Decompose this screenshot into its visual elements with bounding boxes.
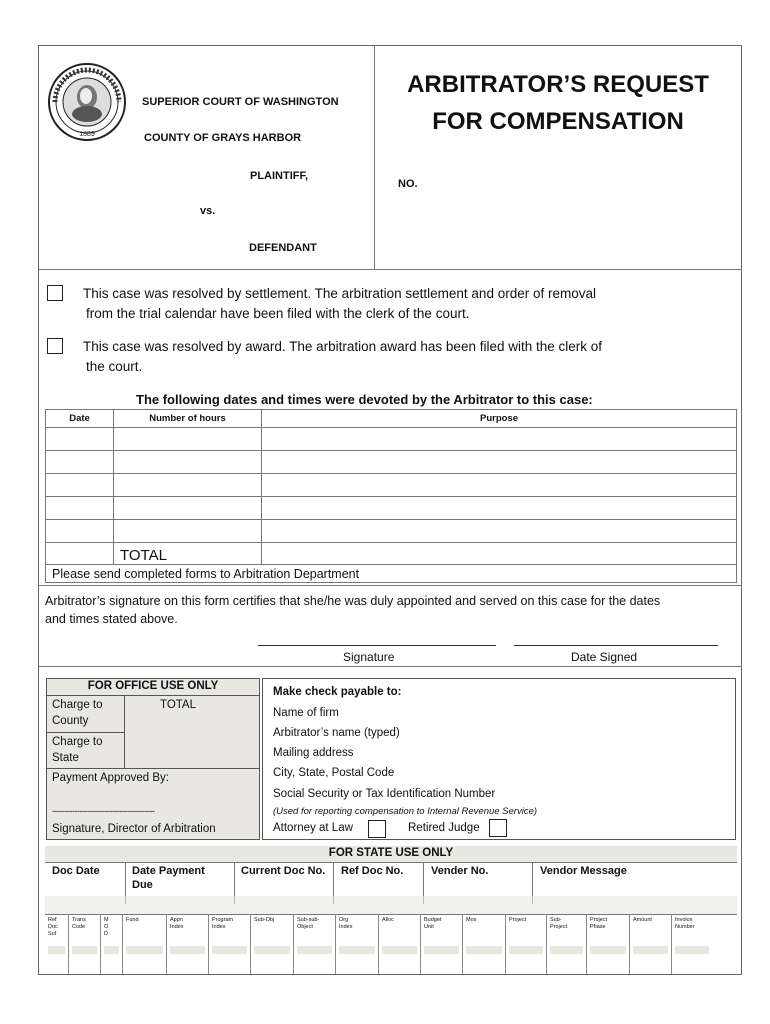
- purpose-cell[interactable]: [262, 428, 737, 451]
- charge-county-label-2: County: [52, 715, 89, 727]
- accounting-column-label: Amount: [633, 917, 652, 923]
- date-cell[interactable]: [46, 497, 114, 520]
- table-row: [46, 520, 737, 543]
- ssn-field[interactable]: Social Security or Tax Identification Number: [273, 788, 496, 800]
- accounting-column: [123, 914, 167, 974]
- payment-approved-label: Payment Approved By:: [52, 772, 169, 784]
- col-date: Date: [46, 410, 114, 428]
- accounting-column: [421, 914, 463, 974]
- hours-cell[interactable]: [114, 474, 262, 497]
- defendant-label: DEFENDANT: [249, 242, 317, 254]
- accounting-entry-field[interactable]: [297, 946, 332, 954]
- accounting-column-label: Project: [509, 917, 527, 923]
- accounting-column-label: Fund: [126, 917, 139, 923]
- accounting-entry-field[interactable]: [424, 946, 459, 954]
- table-row: [46, 428, 737, 451]
- city-state-field[interactable]: City, State, Postal Code: [273, 767, 395, 779]
- state-seal-icon: [47, 62, 127, 142]
- section-rule: [38, 585, 742, 586]
- award-text-line2: the court.: [86, 359, 143, 374]
- charge-state-label-2: State: [52, 752, 79, 764]
- date-cell[interactable]: [46, 428, 114, 451]
- county-name: COUNTY OF GRAYS HARBOR: [144, 132, 302, 144]
- ref-doc-label: Ref Doc No.: [341, 865, 404, 877]
- accounting-entry-field[interactable]: [509, 946, 543, 954]
- accounting-column-label: Budget Unit: [424, 917, 442, 930]
- accounting-column: [630, 914, 672, 974]
- accounting-entry-field[interactable]: [48, 946, 65, 954]
- court-name: SUPERIOR COURT OF WASHINGTON: [142, 96, 339, 108]
- accounting-column: [547, 914, 587, 974]
- total-purpose-cell[interactable]: [262, 543, 737, 565]
- accounting-entry-field[interactable]: [254, 946, 290, 954]
- accounting-column: [101, 914, 123, 974]
- current-doc-label: Current Doc No.: [241, 865, 326, 877]
- settlement-text-line1: This case was resolved by settlement. The arbitration settlement and order of removal: [83, 286, 596, 301]
- accounting-column: [209, 914, 251, 974]
- date-cell[interactable]: [46, 474, 114, 497]
- date-signed-line[interactable]: [514, 645, 718, 646]
- accounting-entry-field[interactable]: [550, 946, 583, 954]
- accounting-column-label: Program Index: [212, 917, 234, 930]
- firm-name-field[interactable]: Name of firm: [273, 707, 339, 719]
- accounting-column-label: Invoice Number: [675, 917, 695, 930]
- time-table: [45, 409, 737, 583]
- accounting-column-label: Sub- Project: [550, 917, 568, 930]
- accounting-entry-field[interactable]: [170, 946, 205, 954]
- accounting-entry-field[interactable]: [590, 946, 626, 954]
- award-checkbox[interactable]: [47, 338, 63, 354]
- vender-no-label: Vender No.: [431, 865, 489, 877]
- state-use-section: [45, 846, 737, 974]
- settlement-text-line2: from the trial calendar have been filed with the clerk of the court.: [86, 306, 470, 321]
- settlement-checkbox[interactable]: [47, 285, 63, 301]
- office-use-heading: FOR OFFICE USE ONLY: [87, 680, 219, 692]
- send-note: Please send completed forms to Arbitration Department: [46, 565, 737, 583]
- accounting-entry-field[interactable]: [382, 946, 417, 954]
- table-row: [46, 474, 737, 497]
- arbitrator-name-field[interactable]: Arbitrator’s name (typed): [273, 727, 400, 739]
- doc-date-label: Doc Date: [52, 865, 100, 877]
- accounting-column-label: Sub-sub- Object: [297, 917, 320, 930]
- hours-cell[interactable]: [114, 451, 262, 474]
- table-row: [46, 451, 737, 474]
- form-title-line1: ARBITRATOR’S REQUEST: [407, 71, 709, 98]
- header-divider: [374, 45, 375, 269]
- total-label: TOTAL: [114, 543, 262, 565]
- hours-cell[interactable]: [114, 497, 262, 520]
- form-title-line2: FOR COMPENSATION: [432, 108, 684, 135]
- accounting-column-label: Mos: [466, 917, 477, 923]
- accounting-entry-field[interactable]: [633, 946, 668, 954]
- vendor-message-label: Vendor Message: [540, 865, 627, 877]
- award-text-line1: This case was resolved by award. The arbitration award has been filed with the clerk of: [83, 339, 603, 354]
- accounting-column: [167, 914, 209, 974]
- charge-county-label-1: Charge to: [52, 699, 103, 711]
- vs-label: vs.: [200, 205, 216, 217]
- state-use-heading: FOR STATE USE ONLY: [328, 847, 454, 859]
- date-signed-label: Date Signed: [571, 650, 638, 664]
- accounting-column-label: Sub-Obj: [254, 917, 275, 923]
- accounting-entry-field[interactable]: [126, 946, 163, 954]
- charge-state-label-1: Charge to: [52, 736, 103, 748]
- purpose-cell[interactable]: [262, 497, 737, 520]
- accounting-column: [672, 914, 713, 974]
- retired-judge-label: Retired Judge: [408, 822, 480, 834]
- signature-line[interactable]: [258, 645, 496, 646]
- attorney-label: Attorney at Law: [273, 822, 353, 834]
- hours-cell[interactable]: [114, 520, 262, 543]
- date-payment-label-1: Date Payment: [132, 865, 205, 877]
- ssn-note: (Used for reporting compensation to Internal Revenue Service): [273, 806, 538, 817]
- payable-heading: Make check payable to:: [273, 686, 402, 698]
- accounting-entry-field[interactable]: [339, 946, 375, 954]
- attorney-checkbox[interactable]: [368, 820, 386, 838]
- director-signature-label: Signature, Director of Arbitration: [52, 823, 216, 835]
- approval-signature-dashes: -----------------------------------------: [52, 806, 155, 816]
- cert-line2: and times stated above.: [45, 612, 178, 626]
- accounting-entry-field[interactable]: [212, 946, 247, 954]
- time-table-heading: The following dates and times were devoted by the Arbitrator to this case:: [136, 392, 593, 407]
- accounting-column-label: Project Phase: [590, 917, 608, 930]
- accounting-column-label: Appn Index: [170, 917, 184, 930]
- accounting-column: [251, 914, 294, 974]
- accounting-column-label: Org Index: [339, 917, 353, 930]
- section-rule: [38, 666, 742, 667]
- accounting-column-label: M O D: [104, 917, 109, 937]
- date-payment-label-2: Due: [132, 879, 153, 891]
- accounting-column: [463, 914, 506, 974]
- accounting-column: [69, 914, 101, 974]
- accounting-column-label: Ref Doc Suf: [48, 917, 58, 937]
- accounting-column: [587, 914, 630, 974]
- accounting-column: [336, 914, 379, 974]
- accounting-column: [506, 914, 547, 974]
- svg-text:1889: 1889: [79, 131, 95, 138]
- accounting-entry-field[interactable]: [104, 946, 119, 954]
- accounting-column: [45, 914, 69, 974]
- mailing-address-field[interactable]: Mailing address: [273, 747, 354, 759]
- accounting-column: [294, 914, 336, 974]
- retired-judge-checkbox[interactable]: [489, 819, 507, 837]
- col-hours: Number of hours: [114, 410, 262, 428]
- hours-cell[interactable]: [114, 428, 262, 451]
- date-cell[interactable]: [46, 451, 114, 474]
- office-total-label: TOTAL: [160, 699, 196, 711]
- accounting-entry-field[interactable]: [72, 946, 97, 954]
- table-row: [46, 497, 737, 520]
- header-bottom-rule: [38, 269, 742, 270]
- signature-label: Signature: [343, 650, 395, 664]
- cert-line1: Arbitrator’s signature on this form certifies that she/he was duly appointed and served on this case for the dates: [45, 594, 661, 608]
- accounting-entry-field[interactable]: [675, 946, 709, 954]
- purpose-cell[interactable]: [262, 520, 737, 543]
- accounting-column-label: Alloc: [382, 917, 394, 923]
- accounting-column: [379, 914, 421, 974]
- purpose-cell[interactable]: [262, 451, 737, 474]
- col-purpose: Purpose: [262, 410, 737, 428]
- accounting-entry-field[interactable]: [466, 946, 502, 954]
- accounting-column-label: Trans Code: [72, 917, 86, 930]
- accounting-columns: [45, 914, 737, 974]
- date-cell[interactable]: [46, 520, 114, 543]
- case-number-label: NO.: [398, 178, 418, 190]
- plaintiff-label: PLAINTIFF,: [250, 170, 309, 182]
- total-row: [46, 543, 737, 565]
- purpose-cell[interactable]: [262, 474, 737, 497]
